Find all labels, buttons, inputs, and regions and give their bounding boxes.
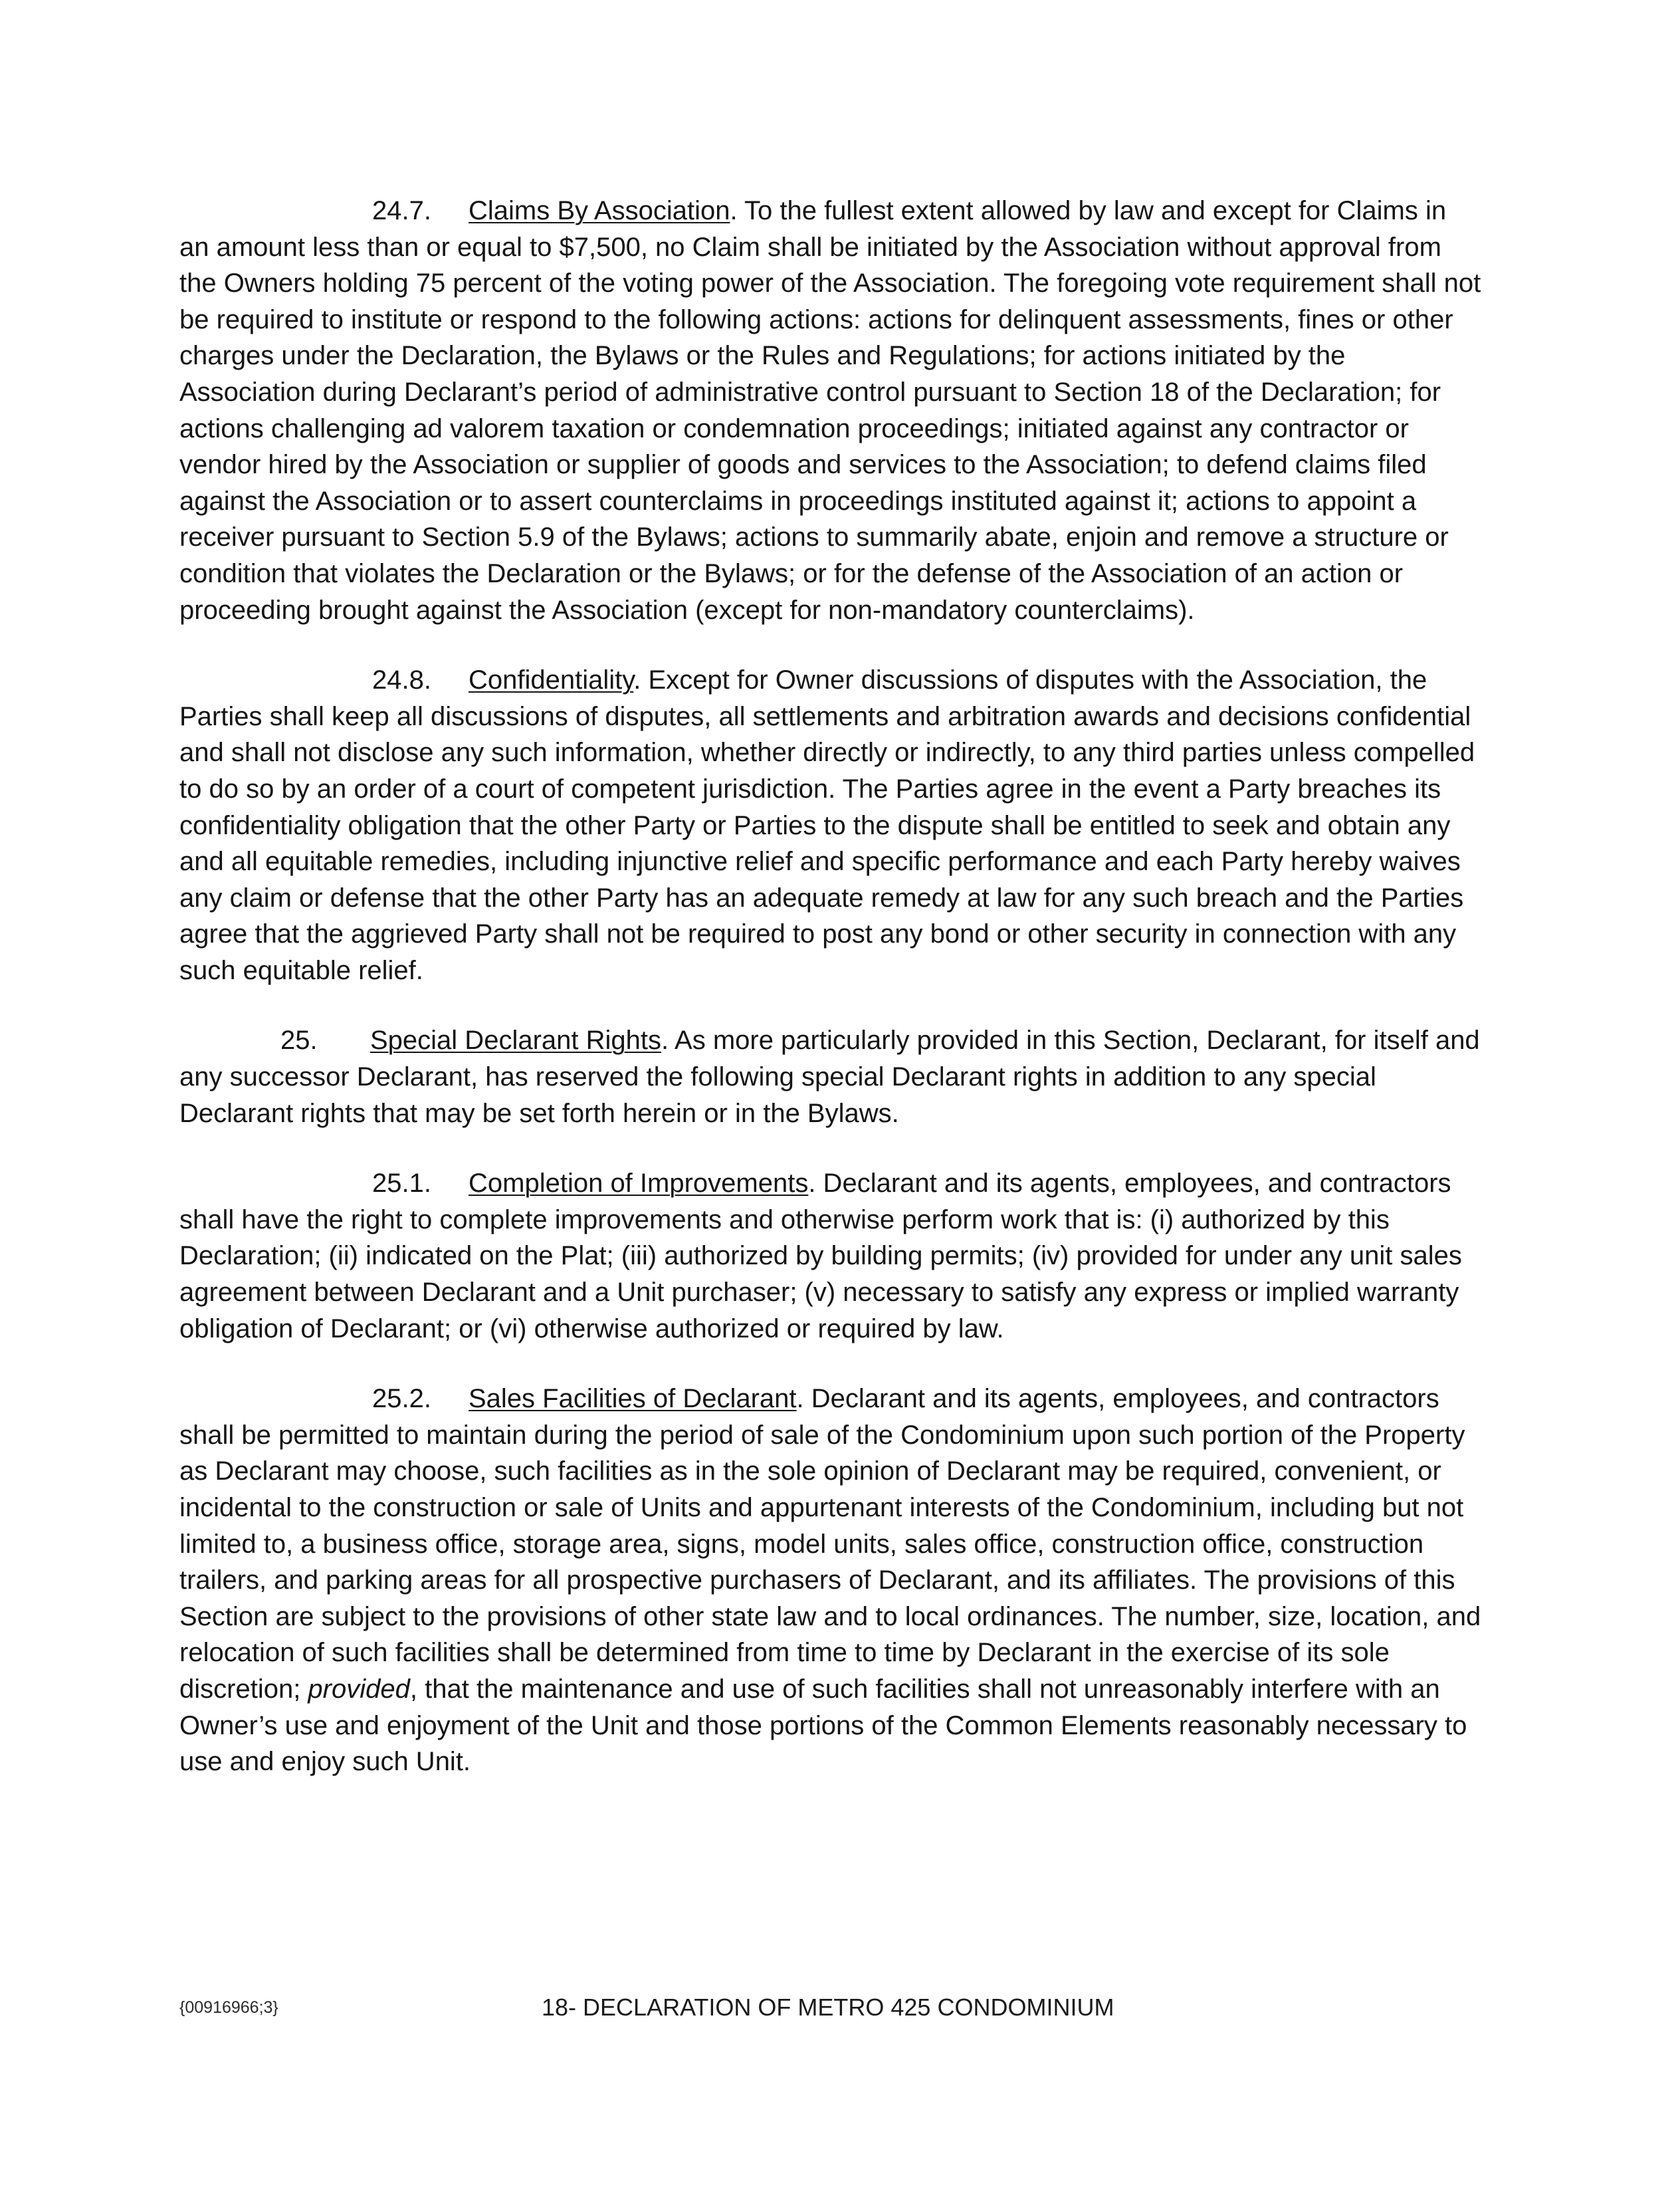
- section-number: 24.8.: [372, 665, 431, 695]
- section-text: . Declarant and its agents, employees, and contractors shall have the right to complete improvements and otherwise perform work that is: (i) authorized by this Declaration; (ii) indicated on the Plat; (iii) authorized by building permits; (iv) provided for under any unit sales agreement between Declarant and a Unit purchaser; (v) necessary to satisfy any express or implied warranty obligation of Declarant; or (vi) otherwise authorized or required by law.: [179, 1169, 1462, 1343]
- document-body: [179, 193, 1482, 1814]
- section-24-8: [179, 662, 1482, 988]
- footer-title: 18- DECLARATION OF METRO 425 CONDOMINIUM: [542, 1994, 1114, 2021]
- section-number: 24.7.: [372, 196, 431, 225]
- section-text: . Declarant and its agents, employees, and contractors shall be permitted to maintain during the period of sale of the Condominium upon such portion of the Property as Declarant may choose, such facilities as in the sole opinion of Declarant may be required, convenient, or incidental to the construction or sale of Units and appurtenant interests of the Condominium, including but not limited to, a business office, storage area, signs, model units, sales office, construction office, construction trailers, and parking areas for all prospective purchasers of Declarant, and its affiliates. The provisions of this Section are subject to the provisions of other state law and to local ordinances. The number, size, location, and relocation of such facilities shall be determined from time to time by Declarant in the exercise of its sole discretion;: [179, 1384, 1481, 1704]
- section-24-7: [179, 193, 1482, 628]
- section-heading: Sales Facilities of Declarant: [469, 1384, 797, 1414]
- document-id: {00916966;3}: [179, 1998, 278, 2017]
- section-number: 25.2.: [372, 1384, 431, 1414]
- section-heading: Claims By Association: [469, 196, 730, 225]
- section-heading: Special Declarant Rights: [370, 1026, 661, 1056]
- section-25-2: [179, 1381, 1482, 1780]
- section-heading: Completion of Improvements: [469, 1169, 809, 1199]
- section-text: . As more particularly provided in this Section, Declarant, for itself and any successor Declarant, has reserved the following special Declarant rights in addition to any special Declarant rights that may be set forth herein or in the Bylaws.: [179, 1026, 1480, 1128]
- section-text: . Except for Owner discussions of disputes with the Association, the Parties shall keep all discussions of disputes, all settlements and arbitration awards and decisions confidential and shall not disclose any such information, whether directly or indirectly, to any third parties unless compelled to do so by an order of a court of competent jurisdiction. The Parties agree in the event a Party breaches its confidentiality obligation that the other Party or Parties to the dispute shall be entitled to seek and obtain any and all equitable remedies, including injunctive relief and specific performance and each Party hereby waives any claim or defense that the other Party has an adequate remedy at law for any such breach and the Parties agree that the aggrieved Party shall not be required to post any bond or other security in connection with any such equitable relief.: [179, 665, 1475, 985]
- section-text-italic: provided: [308, 1674, 410, 1704]
- section-text-tail: , that the maintenance and use of such facilities shall not unreasonably interfere with an Owner’s use and enjoyment of the Unit and those portions of the Common Elements reasonably necessary to use and enjoy such Unit.: [179, 1674, 1467, 1777]
- section-number: 25.1.: [372, 1169, 431, 1199]
- section-25-1: [179, 1165, 1482, 1347]
- section-heading: Confidentiality: [469, 665, 634, 695]
- section-text: . To the fullest extent allowed by law and except for Claims in an amount less than or equal to $7,500, no Claim shall be initiated by the Association without approval from the Owners holding 75 percent of the voting power of the Association. The foregoing vote requirement shall not be required to institute or respond to the following actions: actions for delinquent assessments, fines or other charges under the Declaration, the Bylaws or the Rules and Regulations; for actions initiated by the Association during Declarant’s period of administrative control pursuant to Section 18 of the Declaration; for actions challenging ad valorem taxation or condemnation proceedings; initiated against any contractor or vendor hired by the Association or supplier of goods and services to the Association; to defend claims filed against the Association or to assert counterclaims in proceedings instituted against it; actions to appoint a receiver pursuant to Section 5.9 of the Bylaws; actions to summarily abate, enjoin and remove a structure or condition that violates the Declaration or the Bylaws; or for the defense of the Association of an action or proceeding brought against the Association (except for non-mandatory counterclaims).: [179, 196, 1481, 625]
- section-25: [179, 1022, 1482, 1131]
- section-number: 25.: [280, 1026, 318, 1056]
